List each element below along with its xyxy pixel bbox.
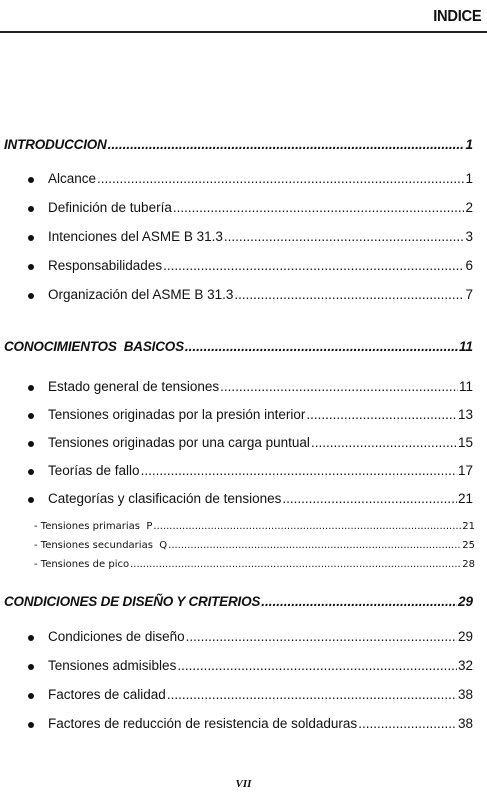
toc-item-label: Factores de reducción de resistencia de soldaduras: [48, 716, 358, 731]
header-rule: [0, 31, 487, 33]
dot-leader: [185, 339, 458, 354]
dot-leader: [97, 171, 464, 186]
toc-page-number: 13: [457, 407, 473, 422]
dot-leader: [173, 200, 465, 215]
dot-leader: [177, 658, 457, 673]
toc-page-number: 1: [465, 171, 473, 186]
toc-section-conocimientos-basicos[interactable]: [4, 339, 473, 354]
toc-item-label: Teorías de fallo: [48, 463, 140, 478]
toc-item-label: Intenciones del ASME B 31.3: [48, 229, 223, 244]
toc-section-introduccion[interactable]: [4, 137, 473, 152]
footer-page-number: VII: [235, 778, 252, 790]
toc-page-number: 25: [462, 540, 475, 551]
toc-item-label: Estado general de tensiones: [48, 379, 220, 394]
toc-page-number: 29: [457, 629, 473, 644]
toc-item[interactable]: [48, 258, 473, 273]
bullet-icon: [28, 497, 34, 503]
toc-subitem-label: - Tensiones secundarias Q: [34, 540, 168, 551]
dot-leader: [282, 491, 457, 506]
toc-page-number: 11: [458, 379, 473, 394]
bullet-icon: [28, 635, 34, 641]
toc-page-number: 7: [465, 287, 473, 302]
dot-leader: [358, 716, 457, 731]
toc-subitem[interactable]: [34, 559, 475, 570]
toc-section-label: CONDICIONES DE DISEÑO Y CRITERIOS: [4, 594, 261, 609]
bullet-icon: [28, 385, 34, 391]
toc-page-number: 38: [457, 716, 473, 731]
dot-leader: [130, 559, 461, 570]
toc-page-number: 1: [465, 137, 473, 152]
dot-leader: [186, 629, 457, 644]
toc-item[interactable]: [48, 687, 473, 702]
bullet-icon: [28, 293, 34, 299]
toc-item[interactable]: [48, 435, 473, 450]
bullet-icon: [28, 722, 34, 728]
toc-page-number: 6: [465, 258, 473, 273]
toc-page-number: 15: [457, 435, 473, 450]
index-title: INDICE: [432, 8, 481, 25]
toc-page-number: 21: [462, 521, 475, 532]
bullet-icon: [28, 235, 34, 241]
toc-item-label: Condiciones de diseño: [48, 629, 185, 644]
dot-leader: [261, 594, 457, 609]
toc-page-number: 17: [457, 463, 473, 478]
toc-item-label: Definición de tubería: [48, 200, 172, 215]
toc-item[interactable]: [48, 171, 473, 186]
toc-item[interactable]: [48, 200, 473, 215]
toc-page-number: 32: [457, 658, 473, 673]
toc-section-label: CONOCIMIENTOS BASICOS: [4, 339, 184, 354]
toc-item[interactable]: [48, 629, 473, 644]
toc-page-number: 3: [465, 229, 473, 244]
toc-item[interactable]: [48, 229, 473, 244]
dot-leader: [167, 687, 457, 702]
toc-item-label: Organización del ASME B 31.3: [48, 287, 234, 302]
dot-leader: [141, 463, 457, 478]
toc-item[interactable]: [48, 463, 473, 478]
toc-item-label: Tensiones originadas por la presión interior: [48, 407, 306, 422]
toc-item[interactable]: [48, 491, 473, 506]
toc-section-condiciones-de-diseno[interactable]: [4, 594, 473, 609]
toc-subitem[interactable]: [34, 521, 475, 532]
toc-subitem-label: - Tensiones de pico: [34, 559, 130, 570]
toc-item[interactable]: [48, 379, 473, 394]
toc-section-label: INTRODUCCION: [4, 137, 107, 152]
dot-leader: [220, 379, 458, 394]
toc-item[interactable]: [48, 407, 473, 422]
toc-page-number: 2: [465, 200, 473, 215]
toc-item-label: Tensiones originadas por una carga puntual: [48, 435, 310, 450]
toc-item-label: Categorías y clasificación de tensiones: [48, 491, 282, 506]
dot-leader: [234, 287, 464, 302]
toc-subitem-label: - Tensiones primarias P: [34, 521, 153, 532]
toc-item[interactable]: [48, 658, 473, 673]
toc-item-label: Responsabilidades: [48, 258, 163, 273]
toc-page-number: 28: [462, 559, 475, 570]
dot-leader: [311, 435, 457, 450]
dot-leader: [108, 137, 465, 152]
toc-page-number: 21: [457, 491, 473, 506]
toc-item[interactable]: [48, 287, 473, 302]
toc-subitem[interactable]: [34, 540, 475, 551]
bullet-icon: [28, 206, 34, 212]
toc-page-number: 38: [457, 687, 473, 702]
dot-leader: [153, 521, 461, 532]
toc-page-number: 29: [457, 594, 473, 609]
dot-leader: [163, 258, 464, 273]
toc-item-label: Alcance: [48, 171, 97, 186]
bullet-icon: [28, 177, 34, 183]
bullet-icon: [28, 693, 34, 699]
bullet-icon: [28, 413, 34, 419]
toc-item-label: Tensiones admisibles: [48, 658, 177, 673]
dot-leader: [306, 407, 457, 422]
dot-leader: [224, 229, 465, 244]
toc-item-label: Factores de calidad: [48, 687, 166, 702]
toc-item[interactable]: [48, 716, 473, 731]
bullet-icon: [28, 664, 34, 670]
dot-leader: [168, 540, 461, 551]
toc-page-number: 11: [458, 339, 473, 354]
bullet-icon: [28, 469, 34, 475]
bullet-icon: [28, 441, 34, 447]
bullet-icon: [28, 264, 34, 270]
